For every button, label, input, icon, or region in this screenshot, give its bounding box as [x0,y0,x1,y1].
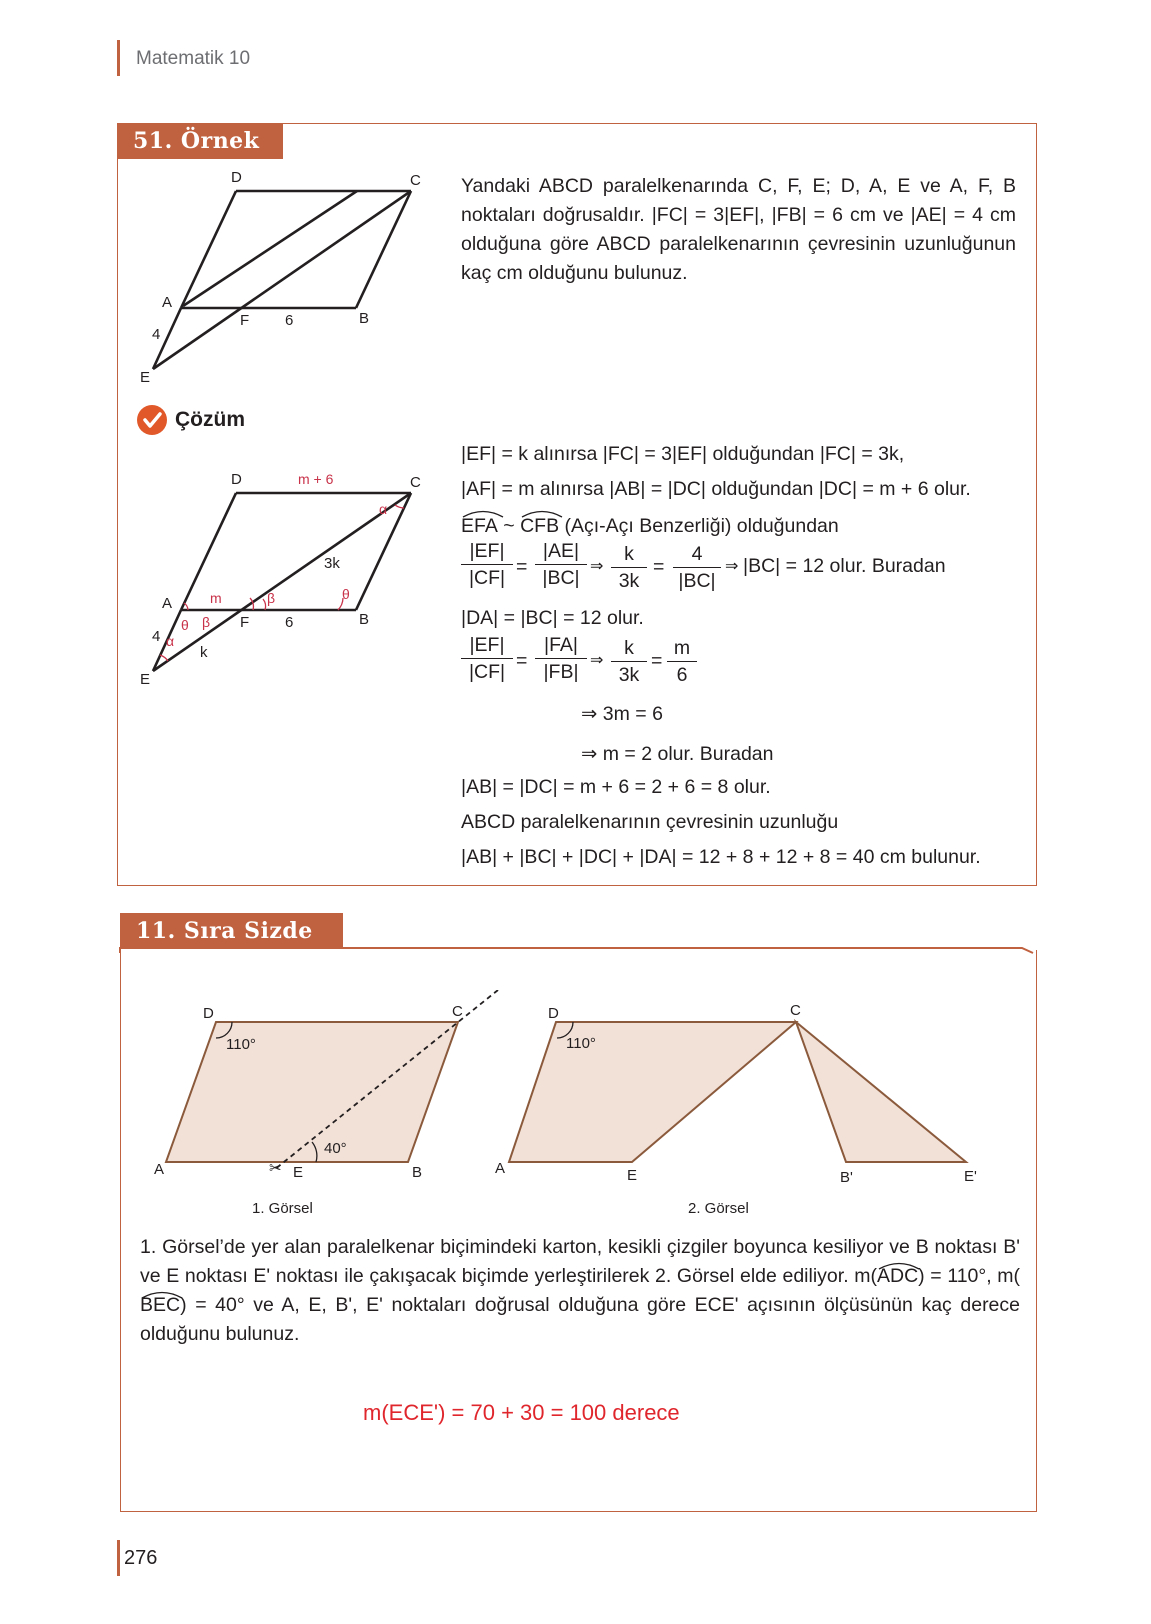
f2-eq1: = [516,650,528,672]
ex2-label-e: E [627,1167,638,1184]
fig2-label-fb: 6 [285,614,294,631]
fig1-label-b: B [359,310,370,327]
fig2-alpha-e: α [166,633,175,649]
book-title: Matematik 10 [136,48,251,69]
f1-eq2: = [653,556,665,578]
exercise-tab: 11. Sıra Sizde [120,913,343,949]
fig2-theta-a: θ [181,617,189,633]
ex2-label-e-prime: E' [964,1168,977,1185]
f2-d3: 3k [618,664,640,686]
fig2-beta-f1: β [267,590,276,606]
fig1-label-d: D [231,169,242,186]
caption-figure-1: 1. Görsel [252,1200,313,1217]
exercise-figure-1 [150,990,510,1180]
fig2-label-b: B [359,611,370,628]
fig1-label-ae: 4 [152,326,161,343]
f1-d2: |BC| [542,567,580,589]
f1-n3: k [611,543,647,568]
fig2-label-e: E [140,671,151,688]
ex2-angle-d: 110° [566,1035,596,1052]
solution-line-2: |AF| = m alınırsa |AB| = |DC| olduğundan |DC| = m + 6 olur. [461,478,971,500]
caption-figure-2: 2. Görsel [688,1200,749,1217]
f1-n4: 4 [673,543,721,568]
exercise-text-2a: m( [854,1265,877,1287]
angle-cfb: CFB [520,515,560,537]
header-bar [117,40,120,76]
f1-d3: 3k [618,570,640,592]
f1-d1: |CF| [468,567,506,589]
solution-line-8: ABCD paralelkenarının çevresinin uzunluğu [461,811,839,833]
fig1-label-e: E [140,369,151,386]
f2-imp: ⇒ [590,652,604,669]
angle-bec: BEC [140,1294,181,1316]
solution-line-4: |DA| = |BC| = 12 olur. [461,607,644,629]
f1-result: |BC| = 12 olur. Buradan [743,555,946,577]
exercise-text-2c: ) = 110°, m( [918,1265,1020,1287]
f2-n2: |FA| [535,634,587,659]
fig2-theta-b: θ [342,586,350,602]
exercise-text [140,1233,1020,1349]
fig2-label-d: D [231,471,242,488]
scissors-icon: ✂ [269,1160,282,1177]
ex2-label-d: D [548,1005,559,1022]
fig2-label-ae: 4 [152,628,161,645]
f2-d4: 6 [676,664,688,686]
f1-imp2: ⇒ [725,558,739,575]
ex1-label-a: A [154,1161,165,1178]
fig1-label-c: C [410,172,421,189]
fig1-label-a: A [162,294,173,311]
solution-line-5: ⇒ 3m = 6 [581,703,663,725]
handwritten-answer: m(ECE') = 70 + 30 = 100 derece [363,1400,680,1425]
fig2-label-fc: 3k [324,555,340,572]
angle-adc: ADC [877,1265,919,1287]
page-number: 276 [124,1547,158,1569]
fraction-row-1 [461,540,1021,602]
fig2-alpha-c: α [379,501,388,517]
solution-line-3 [461,515,839,538]
exercise-text-2e: ) = 40° ve A, E, B', E' noktaları doğrusal olduğuna göre ECE' açısının ölçüsünün kaç derece olduğunu bulunuz. [140,1294,1020,1345]
ex1-label-d: D [203,1005,214,1022]
solution-line-9: |AB| + |BC| + |DC| + |DA| = 12 + 8 + 12 + 8 = 40 cm bulunur. [461,846,981,868]
fig2-label-ef: k [200,644,208,661]
fig1-label-fb: 6 [285,312,294,329]
fig2-label-dc: m + 6 [298,471,334,487]
f1-n2: |AE| [535,540,587,565]
exercise-text-1: 1. Görsel’de yer alan paralelkenar biçimindeki karton, kesikli çizgiler boyunca kesiliyor ve B noktası B' ve E noktası E' noktası ile çakışacak biçimde yerleştirilerek 2. Görsel elde ediliyor. [140,1236,1020,1287]
example-tab: 51. Örnek [117,123,283,159]
f2-n4: m [667,637,697,662]
ex2-label-b-prime: B' [840,1169,853,1186]
angle-efa: EFA [461,515,498,537]
fig2-beta-f2: β [202,614,211,630]
f2-d1: |CF| [468,661,506,683]
fig2-label-af: m [210,590,222,606]
exercise-figure-2 [490,1000,990,1190]
ex2-label-c: C [790,1002,801,1019]
f1-n1: |EF| [461,540,513,565]
ex1-label-b: B [412,1164,423,1180]
similarity-reason: (Açı-Açı Benzerliği) olduğundan [564,515,839,537]
f1-d4: |BC| [678,570,716,592]
fig2-label-c: C [410,474,421,491]
solution-line-7: |AB| = |DC| = m + 6 = 2 + 6 = 8 olur. [461,776,771,798]
ex1-label-e: E [293,1164,304,1180]
similar-sign: ~ [503,515,515,537]
fig2-label-f: F [240,614,250,631]
ex2-label-a: A [495,1160,506,1177]
f2-n3: k [611,637,647,662]
f2-n1: |EF| [461,634,513,659]
example-figure-2 [130,465,430,695]
fraction-row-2 [461,634,721,696]
ex1-angle-e: 40° [324,1140,347,1157]
footer-bar [117,1540,120,1576]
solution-line-1: |EF| = k alınırsa |FC| = 3|EF| olduğundan |FC| = 3k, [461,443,905,465]
solution-label: Çözüm [175,408,245,431]
f1-eq1: = [516,556,528,578]
example-figure-1 [130,165,430,390]
checkmark-icon [137,405,167,435]
ex1-label-c: C [452,1003,463,1020]
ex1-angle-d: 110° [226,1036,256,1053]
f2-d2: |FB| [543,661,579,683]
example-problem-text: Yandaki ABCD paralelkenarında C, F, E; D, A, E ve A, F, B noktaları doğrusaldır. |FC| = 3|EF|, |FB| = 6 cm ve |AE| = 4 cm olduğuna göre ABCD paralelkenarının çevresinin uzunluğunun kaç cm olduğunu bulunuz. [461,175,1016,284]
fig2-label-a: A [162,595,173,612]
f1-imp1: ⇒ [590,558,604,575]
solution-line-6: ⇒ m = 2 olur. Buradan [581,743,774,765]
fig1-label-f: F [240,312,250,329]
f2-eq2: = [651,650,663,672]
